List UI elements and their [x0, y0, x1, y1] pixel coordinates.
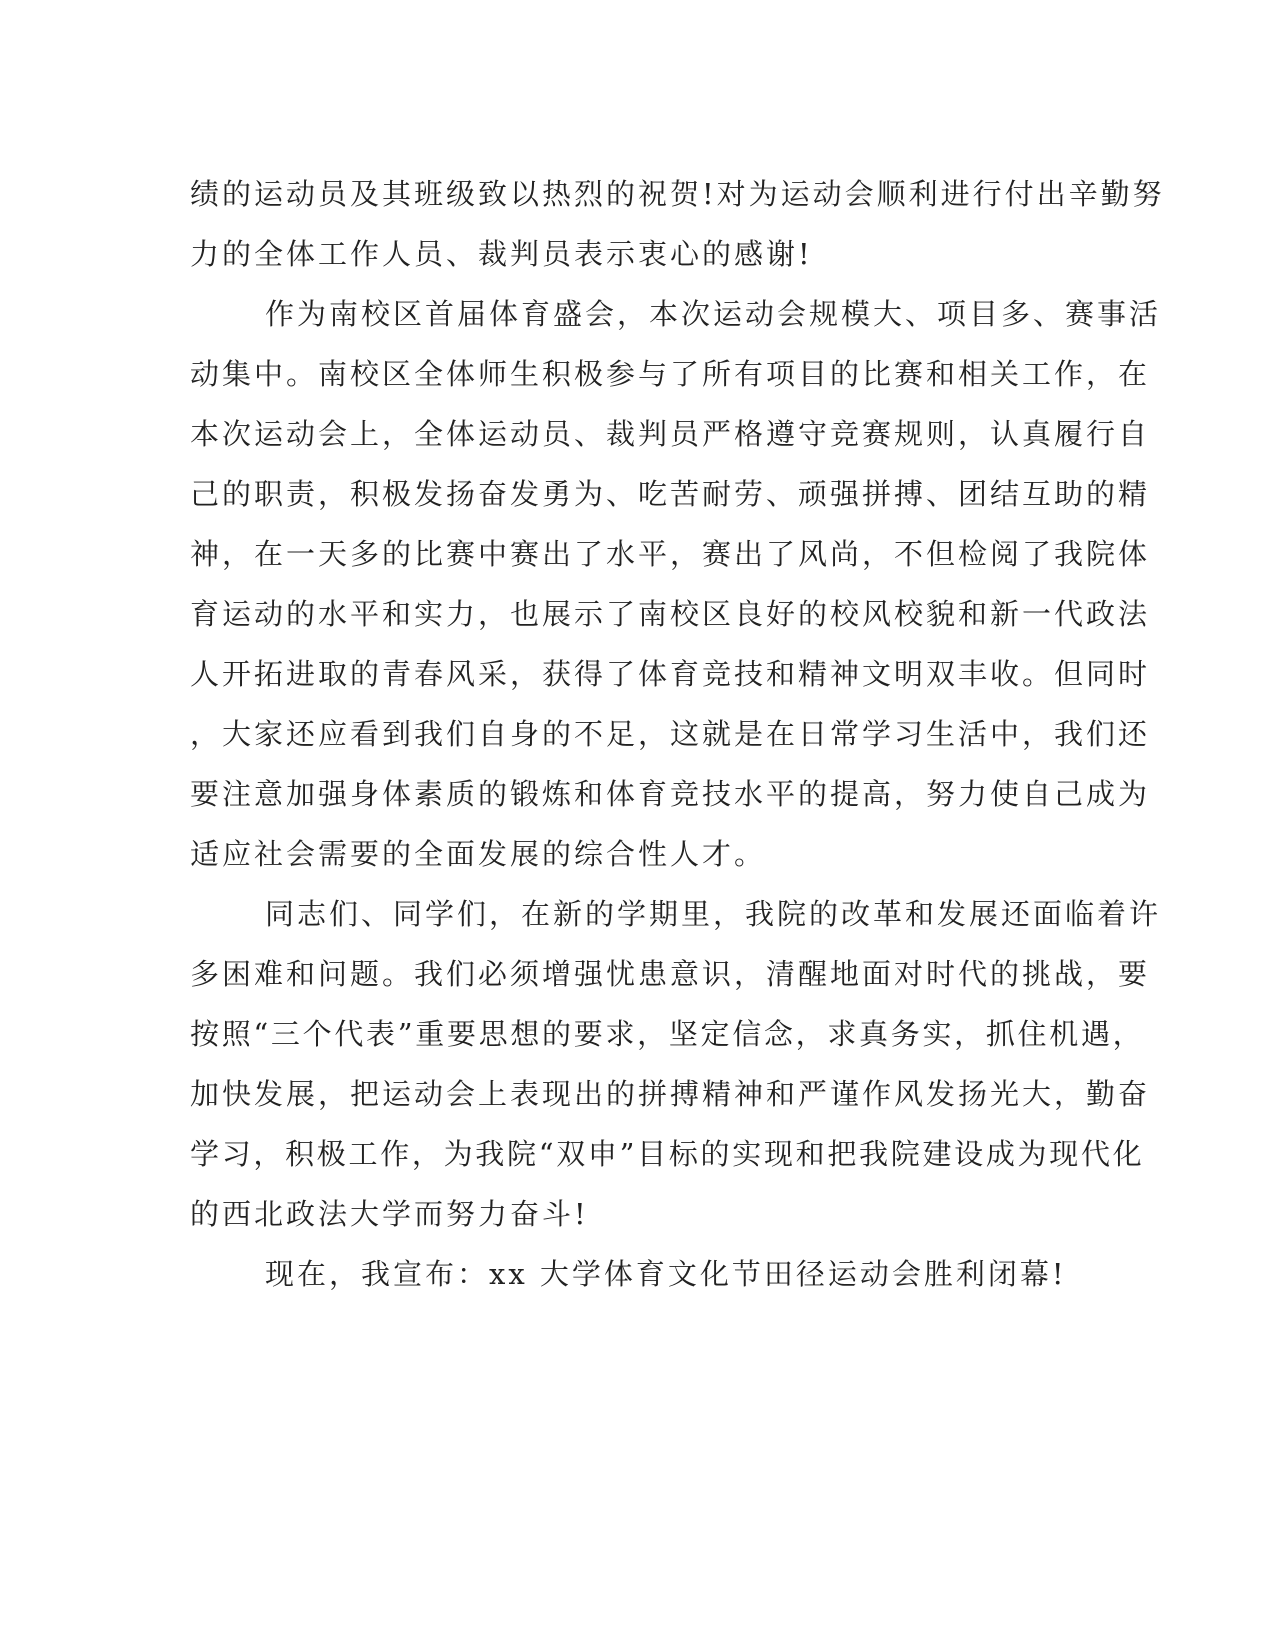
- text-line: 加快发展，把运动会上表现出的拼搏精神和严谨作风发扬光大，勤奋: [190, 1077, 1151, 1111]
- closing-declaration: 现在，我宣布：xx 大学体育文化节田径运动会胜利闭幕!: [265, 1257, 1067, 1291]
- text-line: 育运动的水平和实力，也展示了南校区良好的校风校貌和新一代政法: [190, 597, 1151, 631]
- paragraph-first-line: 同志们、同学们，在新的学期里，我院的改革和发展还面临着许: [265, 897, 1162, 931]
- text-line: 人开拓进取的青春风采，获得了体育竞技和精神文明双丰收。但同时: [190, 657, 1151, 691]
- text-line: ，大家还应看到我们自身的不足，这就是在日常学习生活中，我们还: [190, 717, 1151, 751]
- text-line: 本次运动会上，全体运动员、裁判员严格遵守竞赛规则，认真履行自: [190, 417, 1151, 451]
- text-line: 己的职责，积极发扬奋发勇为、吃苦耐劳、顽强拼搏、团结互助的精: [190, 477, 1151, 511]
- text-line: 学习，积极工作，为我院“双申”目标的实现和把我院建设成为现代化: [190, 1137, 1145, 1171]
- text-line: 的西北政法大学而努力奋斗!: [190, 1197, 589, 1231]
- text-line: 神，在一天多的比赛中赛出了水平，赛出了风尚，不但检阅了我院体: [190, 537, 1151, 571]
- text-line: 按照“三个代表”重要思想的要求，坚定信念，求真务实，抓住机遇，: [190, 1017, 1145, 1051]
- text-line: 动集中。南校区全体师生积极参与了所有项目的比赛和相关工作，在: [190, 357, 1151, 391]
- text-line: 适应社会需要的全面发展的综合性人才。: [190, 837, 767, 871]
- text-line: 要注意加强身体素质的锻炼和体育竞技水平的提高，努力使自己成为: [190, 777, 1151, 811]
- paragraph-first-line: 作为南校区首届体育盛会，本次运动会规模大、项目多、赛事活: [265, 297, 1162, 331]
- text-line: 绩的运动员及其班级致以热烈的祝贺!对为运动会顺利进行付出辛勤努: [190, 177, 1165, 211]
- body-text: [190, 164, 1165, 1304]
- text-line: 多困难和问题。我们必须增强忧患意识，清醒地面对时代的挑战，要: [190, 957, 1151, 991]
- text-line: 力的全体工作人员、裁判员表示衷心的感谢!: [190, 237, 813, 271]
